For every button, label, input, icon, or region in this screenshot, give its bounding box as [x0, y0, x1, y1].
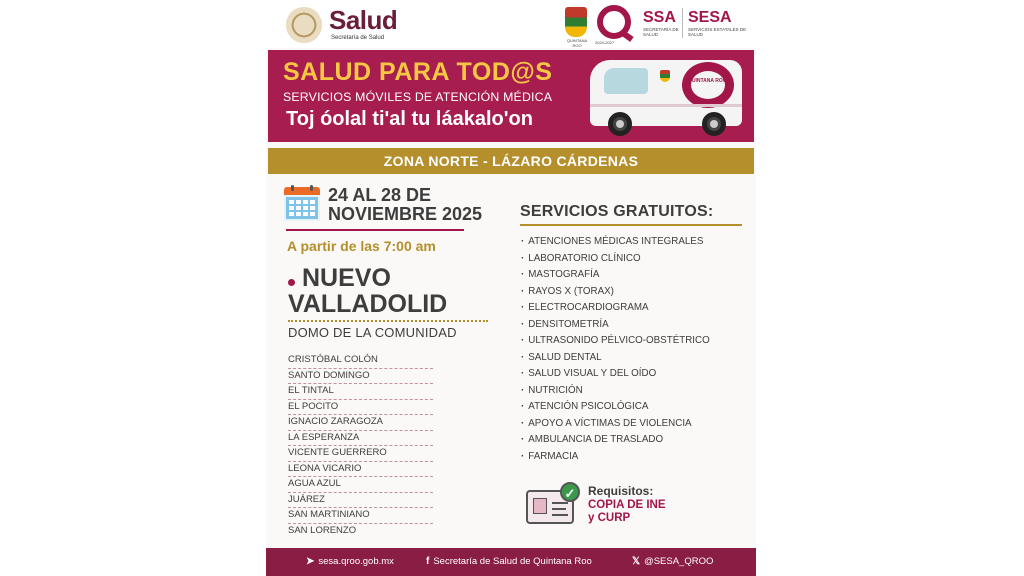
community-item: CRISTÓBAL COLÓN — [288, 353, 433, 369]
community-item: SAN LORENZO — [288, 524, 357, 536]
x-logo-icon: 𝕏 — [632, 556, 641, 567]
services-list — [521, 235, 710, 466]
calendar-grid — [284, 195, 320, 221]
communities-list — [288, 353, 433, 539]
banner-title: SALUD PARA TOD@S — [283, 58, 553, 86]
event-date-line2: NOVIEMBRE 2025 — [328, 204, 483, 224]
banner-maya-slogan: Toj óolal ti'al tu láakalo'on — [286, 108, 533, 130]
event-date-line1: 24 AL 28 DE — [328, 185, 432, 205]
community-item: LEONA VICARIO — [288, 462, 433, 478]
services-divider — [520, 224, 742, 226]
quintana-roo-shield-label: QUINTANA ROO — [566, 38, 588, 48]
calendar-ring — [310, 185, 313, 191]
campaign-banner — [268, 50, 754, 142]
service-item: · MASTOGRAFÍA — [521, 268, 710, 285]
van-front-wheel — [608, 112, 632, 136]
service-item: · SALUD VISUAL Y DEL OÍDO — [521, 367, 710, 384]
community-item: VICENTE GUERRERO — [288, 446, 433, 462]
national-seal-icon — [286, 7, 322, 43]
quintana-roo-shield-icon — [565, 7, 587, 37]
footer-x[interactable] — [632, 556, 713, 567]
community-item: JUÁREZ — [288, 493, 433, 509]
cursor-arrow-icon: ➤ — [306, 556, 315, 567]
event-place-line1: NUEVO — [302, 264, 391, 292]
service-item: · APOYO A VÍCTIMAS DE VIOLENCIA — [521, 417, 710, 434]
zone-bar: ZONA NORTE - LÁZARO CÁRDENAS — [268, 148, 754, 174]
id-card-line — [552, 514, 568, 516]
ssa-logo-text: SSA — [643, 9, 676, 26]
mobile-unit-van-icon — [590, 60, 748, 138]
facebook-icon: f — [426, 556, 430, 567]
community-item: AGUA AZUL — [288, 477, 433, 493]
service-item: · ELECTROCARDIOGRAMA — [521, 301, 710, 318]
van-stripe — [590, 104, 742, 107]
q-logo-icon — [597, 5, 631, 39]
footer-facebook[interactable] — [426, 556, 592, 567]
salud-logo-subtitle: Secretaría de Salud — [331, 35, 385, 41]
community-item: LA ESPERANZA — [288, 431, 433, 447]
event-time: A partir de las 7:00 am — [287, 238, 436, 254]
id-card-photo — [533, 498, 547, 514]
date-divider — [286, 229, 464, 231]
sesa-logo-subtitle: SERVICIOS ESTATALES DE SALUD — [688, 27, 747, 37]
service-item: · SALUD DENTAL — [521, 351, 710, 368]
salud-logo-text: Salud — [329, 5, 398, 35]
place-divider — [288, 320, 488, 322]
requirements-title: Requisitos: — [588, 484, 654, 498]
community-item: SANTO DOMINGO — [288, 369, 433, 385]
event-venue: DOMO DE LA COMUNIDAD — [288, 325, 457, 340]
van-emblem-icon — [660, 70, 670, 82]
calendar-ring — [291, 185, 294, 191]
van-q-logo-icon — [682, 62, 734, 108]
service-item: · NUTRICIÓN — [521, 384, 710, 401]
ssa-logo-subtitle: SECRETARÍA DE SALUD — [643, 27, 679, 37]
service-item: · ATENCIÓN PSICOLÓGICA — [521, 400, 710, 417]
footer-facebook-text: Secretaría de Salud de Quintana Roo — [433, 556, 592, 567]
service-item: · ATENCIONES MÉDICAS INTEGRALES — [521, 235, 710, 252]
sesa-logo-text: SESA — [688, 9, 732, 26]
requirements-line2: y CURP — [588, 512, 631, 524]
footer-website-text: sesa.qroo.gob.mx — [318, 556, 394, 567]
event-place — [288, 265, 447, 317]
event-place-line2: VALLADOLID — [288, 290, 448, 318]
q-logo-label: 2024-2027 — [595, 40, 615, 45]
footer-website[interactable] — [306, 556, 394, 567]
header — [266, 0, 756, 48]
community-item: EL POCITO — [288, 400, 433, 416]
id-card-icon — [526, 482, 584, 526]
id-card-line — [552, 508, 566, 510]
van-q-logo-label: QUINTANA ROO — [688, 78, 727, 84]
service-item: · LABORATORIO CLÍNICO — [521, 252, 710, 269]
requirements-line1: COPIA DE INE — [588, 499, 666, 511]
header-divider — [682, 8, 683, 38]
calendar-header — [284, 187, 320, 195]
health-flyer — [266, 0, 756, 576]
van-window — [604, 68, 648, 94]
footer-x-text: @SESA_QROO — [644, 556, 714, 567]
footer — [266, 548, 756, 576]
calendar-icon — [284, 185, 320, 221]
check-icon: ✓ — [560, 482, 580, 502]
community-item: SAN MARTINIANO — [288, 508, 433, 524]
service-item: · DENSITOMETRÍA — [521, 318, 710, 335]
community-item: IGNACIO ZARAGOZA — [288, 415, 433, 431]
services-title: SERVICIOS GRATUITOS: — [520, 203, 714, 220]
community-item: EL TINTAL — [288, 384, 433, 400]
service-item: · ULTRASONIDO PÉLVICO-OBSTÉTRICO — [521, 334, 710, 351]
service-item: · AMBULANCIA DE TRASLADO — [521, 433, 710, 450]
van-back-wheel — [702, 112, 726, 136]
id-card-line — [552, 502, 568, 504]
banner-subtitle: SERVICIOS MÓVILES DE ATENCIÓN MÉDICA — [283, 90, 553, 104]
service-item: · RAYOS X (TORAX) — [521, 285, 710, 302]
event-dates — [328, 186, 482, 224]
service-item: · FARMACIA — [521, 450, 710, 467]
